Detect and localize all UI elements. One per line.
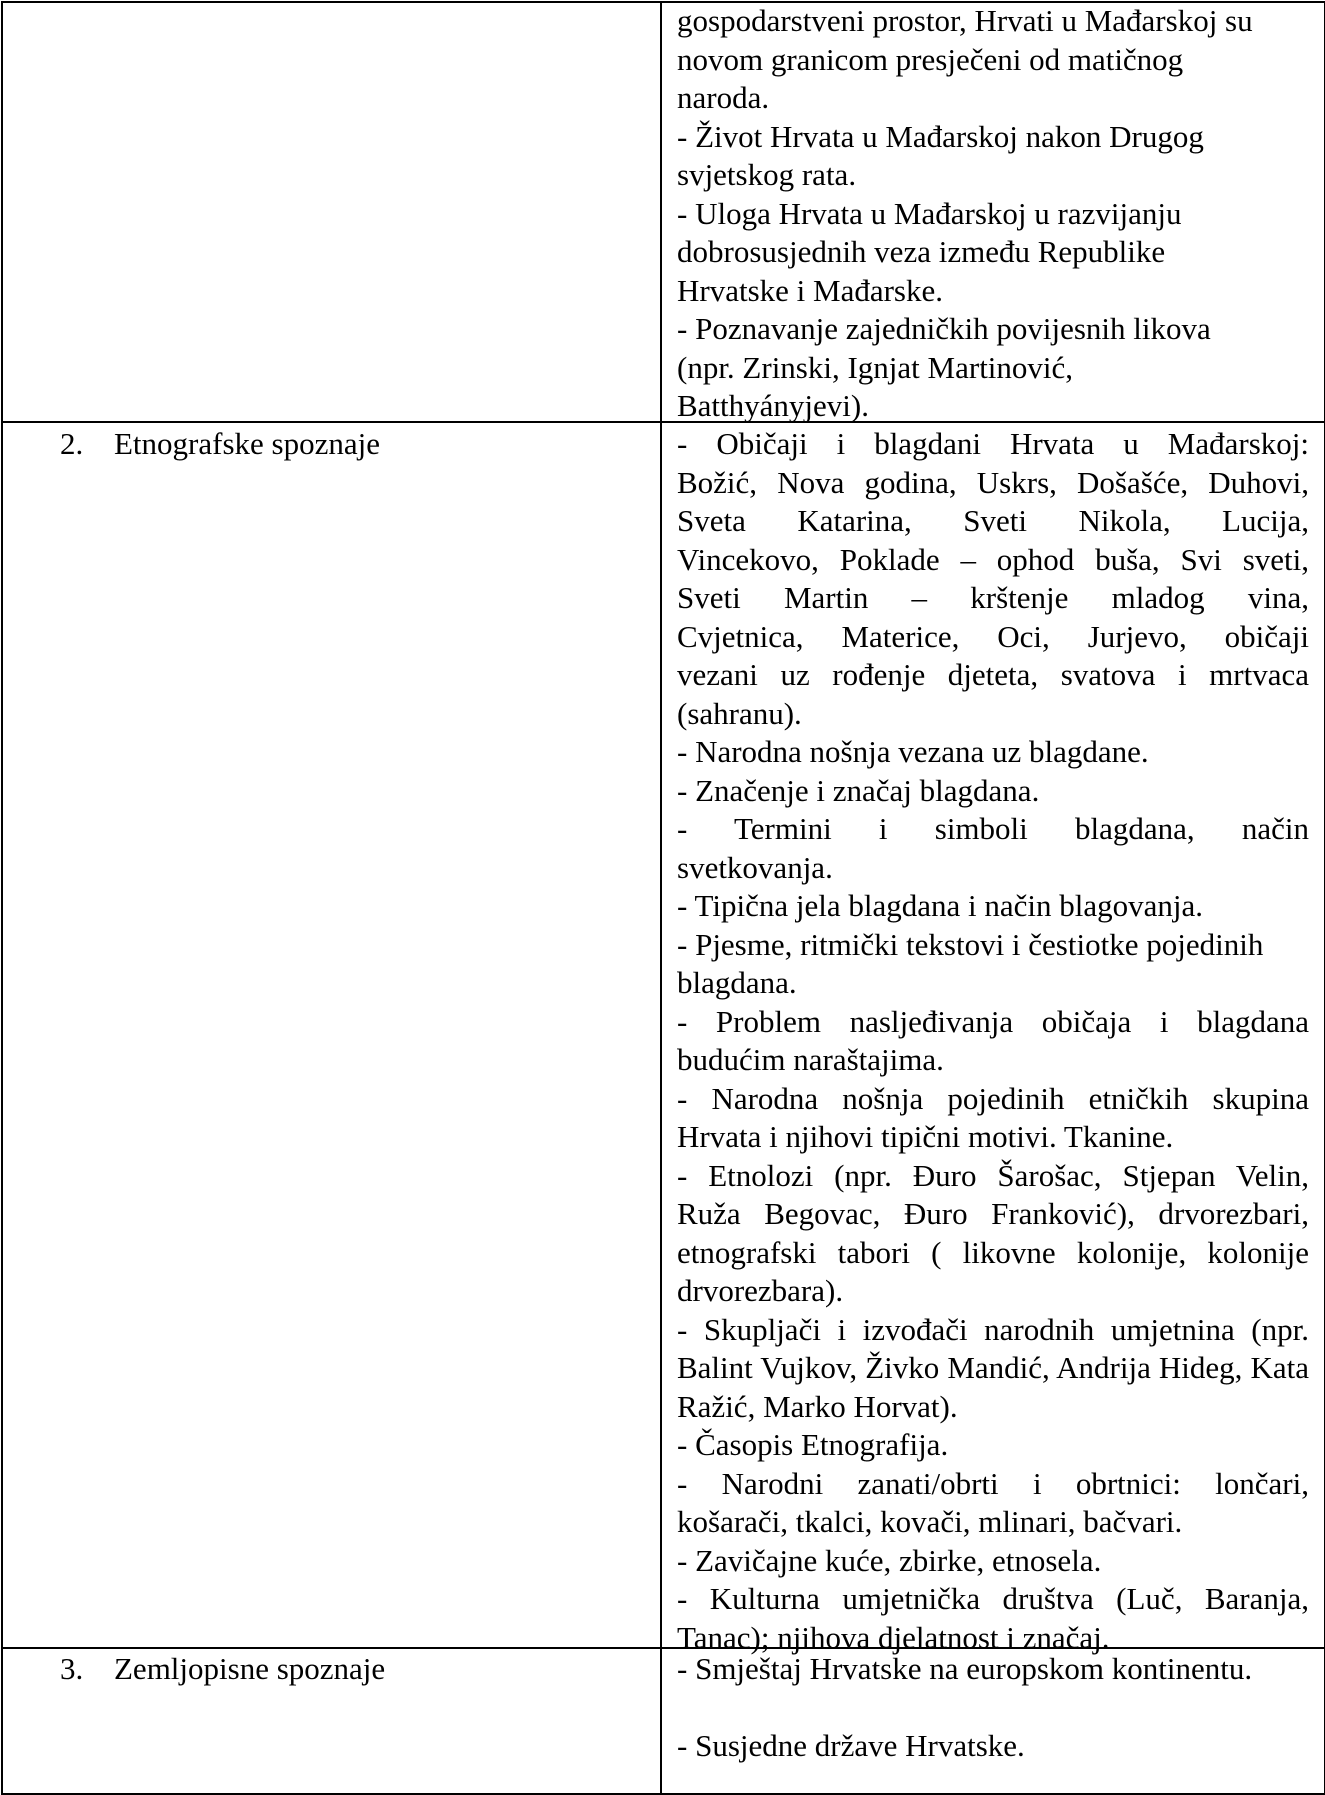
text-line: naroda. [677,80,770,115]
text-line: - Narodna nošnja pojedinih etničkih skupina [677,1080,1309,1116]
row-label: Zemljopisne spoznaje [114,1651,386,1686]
text-line: - Skupljači i izvođači narodnih umjetnina (npr. [677,1311,1309,1347]
text-line: budućim naraštajima. [677,1042,944,1077]
text-line: - Časopis Etnografija. [677,1427,949,1462]
row-3-heading [60,1650,640,1689]
text-line: Sveti Martin – krštenje mladog vina, [677,580,1309,615]
text-line: - Narodni zanati/obrti i obrtnici: lončari, [677,1465,1309,1501]
text-line: Tanac); njihova djelatnost i značaj. [677,1619,1110,1655]
text-line: novom granicom presječeni od matičnog [677,41,1184,77]
text-line: - Susjedne države Hrvatske. [677,1728,1025,1763]
text-line: - Narodna nošnja vezana uz blagdane. [677,734,1149,769]
text-line: - Poznavanje zajedničkih povijesnih likova [677,311,1211,346]
text-line: Hrvata i njihovi tipični motivi. Tkanine. [677,1119,1174,1154]
text-line: - Život Hrvata u Mađarskoj nakon Drugog [677,118,1204,154]
row-1-content [677,2,1309,426]
row-label: Etnografske spoznaje [114,426,380,461]
text-line: blagdana. [677,965,797,1000]
text-line: (sahranu). [677,695,802,731]
text-line: - Tipična jela blagdana i način blagovanja. [677,888,1203,923]
text-line: Vincekovo, Poklade – ophod buša, Svi sveti, [677,541,1309,577]
text-line: - Značenje i značaj blagdana. [677,772,1040,808]
text-line: vezani uz rođenje djeteta, svatova i mrtvaca [677,657,1309,692]
row-2-content [677,425,1309,1657]
text-line: Batthyányjevi). [677,388,869,423]
text-line: etnografski tabori ( likovne kolonije, kolonije [677,1234,1309,1270]
row-2-heading [60,425,640,464]
row-number: 3. [60,1651,84,1686]
text-line: drvorezbara). [677,1273,844,1308]
text-line: - Kulturna umjetnička društva (Luč, Baranja, [677,1581,1309,1616]
text-line: svjetskog rata. [677,157,857,192]
text-line: dobrosusjednih veza između Republike [677,234,1166,269]
text-line: Božić, Nova godina, Uskrs, Došašće, Duhovi, [677,464,1309,500]
text-line: - Termini i simboli blagdana, način [677,811,1309,846]
text-line: Ražić, Marko Horvat). [677,1388,958,1424]
text-line: - Uloga Hrvata u Mađarskoj u razvijanju [677,195,1182,231]
text-line: Hrvatske i Mađarske. [677,272,943,308]
text-line [677,1689,1309,1728]
column-divider [660,1,662,1793]
text-line: - Pjesme, ritmički tekstovi i čestiotke pojedinih [677,926,1264,962]
text-line: - Etnolozi (npr. Đuro Šarošac, Stjepan Velin, [677,1157,1309,1193]
text-line: Ruža Begovac, Đuro Franković), drvorezbari, [677,1196,1309,1231]
text-line: - Problem nasljeđivanja običaja i blagdana [677,1003,1309,1039]
text-line: - Zavičajne kuće, zbirke, etnosela. [677,1542,1102,1578]
text-line: - Smještaj Hrvatske na europskom kontinentu. [677,1651,1253,1686]
row-3-content [677,1650,1309,1766]
text-line: svetkovanja. [677,849,833,885]
text-line: Sveta Katarina, Sveti Nikola, Lucija, [677,503,1309,538]
text-line: (npr. Zrinski, Ignjat Martinović, [677,349,1074,385]
text-line: - Običaji i blagdani Hrvata u Mađarskoj: [677,426,1309,461]
text-line: Cvjetnica, Materice, Oci, Jurjevo, običaji [677,618,1309,654]
text-line: Balint Vujkov, Živko Mandić, Andrija Hideg, Kata [677,1350,1309,1385]
text-line: gospodarstveni prostor, Hrvati u Mađarskoj su [677,3,1253,38]
row-number: 2. [60,426,84,461]
text-line: košarači, tkalci, kovači, mlinari, bačvari. [677,1504,1183,1539]
